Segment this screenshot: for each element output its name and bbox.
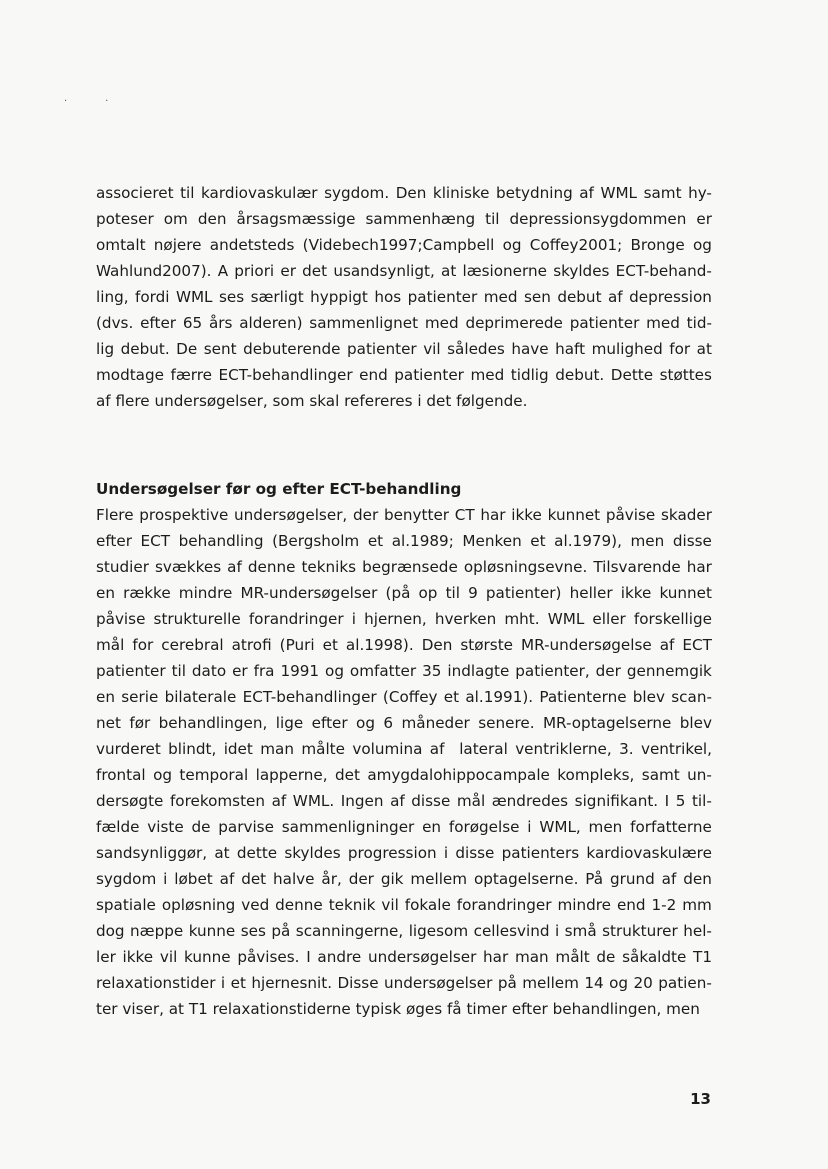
text-line: sygdom i løbet af det halve år, der gik mellem optagelserne. På grund af den xyxy=(96,870,712,888)
page-number: 13 xyxy=(690,1090,711,1108)
text-line: modtage færre ECT-behandlinger end patienter med tidlig debut. Dette støttes xyxy=(96,366,712,384)
paragraph-2 xyxy=(96,502,712,1022)
text-line: patienter til dato er fra 1991 og omfatter 35 indlagte patienter, der gennemgik xyxy=(96,662,712,680)
text-line: efter ECT behandling (Bergsholm et al.1989; Menken et al.1979), men disse xyxy=(96,532,712,550)
text-line: Wahlund2007). A priori er det usandsynligt, at læsionerne skyldes ECT-behand- xyxy=(96,262,712,280)
text-line: dog næppe kunne ses på scanningerne, ligesom cellesvind i små strukturer hel- xyxy=(96,922,712,940)
text-line: af flere undersøgelser, som skal refereres i det følgende. xyxy=(96,392,528,410)
text-line: associeret til kardiovaskulær sygdom. Den kliniske betydning af WML samt hy- xyxy=(96,184,712,202)
text-line: frontal og temporal lapperne, det amygdalohippocampale kompleks, samt un- xyxy=(96,766,712,784)
text-line: ling, fordi WML ses særligt hyppigt hos patienter med sen debut af depression xyxy=(96,288,712,306)
text-line: fælde viste de parvise sammenligninger en forøgelse i WML, men forfatterne xyxy=(96,818,712,836)
text-line: mål for cerebral atrofi (Puri et al.1998). Den største MR-undersøgelse af ECT xyxy=(96,636,712,654)
text-line: studier svækkes af denne tekniks begrænsede opløsningsevne. Tilsvarende har xyxy=(96,558,712,576)
text-line: (dvs. efter 65 års alderen) sammenlignet med deprimerede patienter med tid- xyxy=(96,314,712,332)
text-line: vurderet blindt, idet man målte volumina af lateral ventriklerne, 3. ventrikel, xyxy=(96,740,712,758)
text-line: en række mindre MR-undersøgelser (på op til 9 patienter) heller ikke kunnet xyxy=(96,584,712,602)
text-line: ler ikke vil kunne påvises. I andre undersøgelser har man målt de såkaldte T1 xyxy=(96,948,712,966)
text-line: net før behandlingen, lige efter og 6 måneder senere. MR-optagelserne blev xyxy=(96,714,712,732)
text-line: lig debut. De sent debuterende patienter vil således have haft mulighed for at xyxy=(96,340,712,358)
text-line: en serie bilaterale ECT-behandlinger (Coffey et al.1991). Patienterne blev scan- xyxy=(96,688,712,706)
text-line: dersøgte forekomsten af WML. Ingen af disse mål ændredes signifikant. I 5 til- xyxy=(96,792,712,810)
text-line: påvise strukturelle forandringer i hjernen, hverken mht. WML eller forskellige xyxy=(96,610,712,628)
paragraph-1 xyxy=(96,180,712,414)
text-line: omtalt nøjere andetsteds (Videbech1997;Campbell og Coffey2001; Bronge og xyxy=(96,236,712,254)
text-line: spatiale opløsning ved denne teknik vil fokale forandringer mindre end 1-2 mm xyxy=(96,896,712,914)
text-line: sandsynliggør, at dette skyldes progression i disse patienters kardiovaskulære xyxy=(96,844,712,862)
text-line: relaxationstider i et hjernesnit. Disse undersøgelser på mellem 14 og 20 patien- xyxy=(96,974,712,992)
scan-specks: ·· xyxy=(64,96,147,107)
text-line: ter viser, at T1 relaxationstiderne typisk øges få timer efter behandlingen, men xyxy=(96,1000,700,1018)
text-line: Flere prospektive undersøgelser, der benytter CT har ikke kunnet påvise skader xyxy=(96,506,712,524)
section-heading: Undersøgelser før og efter ECT-behandling xyxy=(96,480,462,498)
text-line: poteser om den årsagsmæssige sammenhæng til depressionsygdommen er xyxy=(96,210,712,228)
